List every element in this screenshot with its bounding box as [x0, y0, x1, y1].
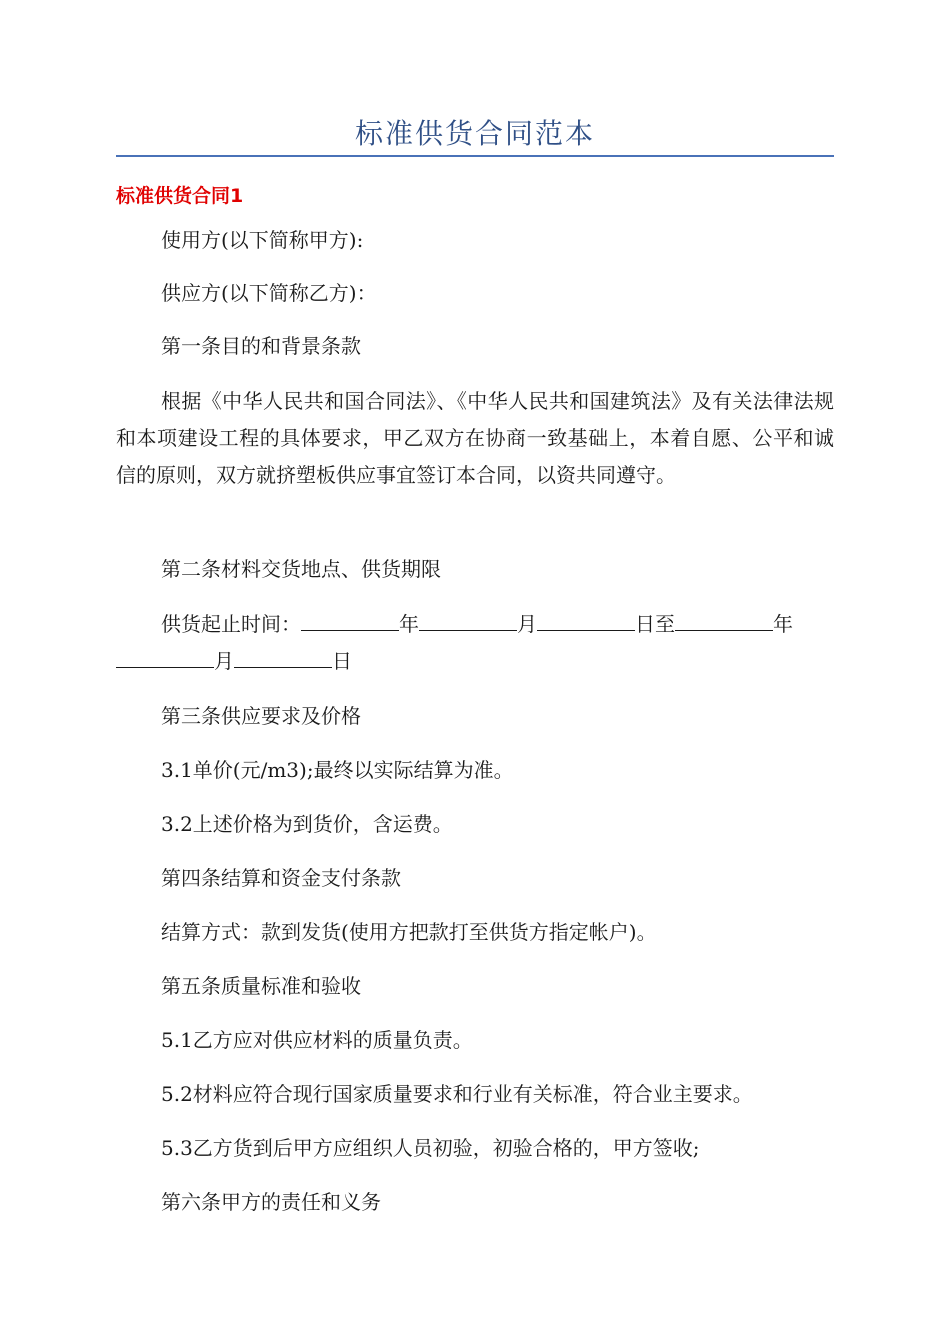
clause-1-body: 根据《中华人民共和国合同法》、《中华人民共和国建筑法》及有关法律法规和本项建设工程的具体要求，甲乙双方在协商一致基础上，本着自愿、公平和诚信的原则，双方就挤塑板供应事宜签订本合同，以资共同遵守。 [116, 389, 834, 487]
clause-5-heading: 第五条质量标准和验收 [161, 974, 361, 998]
document-title: 标准供货合同范本 [354, 117, 595, 150]
clause-6-heading: 第六条甲方的责任和义务 [161, 1190, 381, 1214]
section-heading: 标准供货合同1 [116, 185, 244, 207]
blank-field [116, 645, 214, 668]
day-to-label: 日至 [635, 612, 675, 636]
supply-period-line-2 [116, 643, 834, 680]
year-label: 年 [773, 612, 793, 636]
clause-5-1: 5.1乙方应对供应材料的质量负责。 [161, 1028, 473, 1052]
blank-field [301, 608, 399, 631]
blank-field [675, 608, 773, 631]
blank-field [419, 608, 517, 631]
clause-3-heading: 第三条供应要求及价格 [161, 704, 361, 728]
day-label: 日 [332, 649, 352, 673]
blank-field [537, 608, 635, 631]
year-label: 年 [399, 612, 419, 636]
month-label: 月 [517, 612, 537, 636]
paragraph-party-a: 使用方(以下简称甲方): [161, 228, 364, 252]
supply-period-line [116, 606, 834, 643]
clause-5-3: 5.3乙方货到后甲方应组织人员初验，初验合格的，甲方签收; [161, 1136, 700, 1160]
clause-3-1: 3.1单价(元/m3);最终以实际结算为准。 [161, 758, 514, 782]
clause-2-heading: 第二条材料交货地点、供货期限 [161, 557, 441, 581]
paragraph-party-b: 供应方(以下简称乙方)： [161, 281, 377, 305]
month-label: 月 [214, 649, 234, 673]
blank-field [234, 645, 332, 668]
clause-3-2: 3.2上述价格为到货价，含运费。 [161, 812, 453, 836]
supply-period-label: 供货起止时间： [161, 612, 301, 636]
clause-4-heading: 第四条结算和资金支付条款 [161, 866, 401, 890]
clause-1-heading: 第一条目的和背景条款 [161, 334, 361, 358]
clause-5-2: 5.2材料应符合现行国家质量要求和行业有关标准，符合业主要求。 [161, 1082, 753, 1106]
title-divider [116, 155, 834, 157]
clause-4-body: 结算方式：款到发货(使用方把款打至供货方指定帐户)。 [161, 920, 657, 944]
